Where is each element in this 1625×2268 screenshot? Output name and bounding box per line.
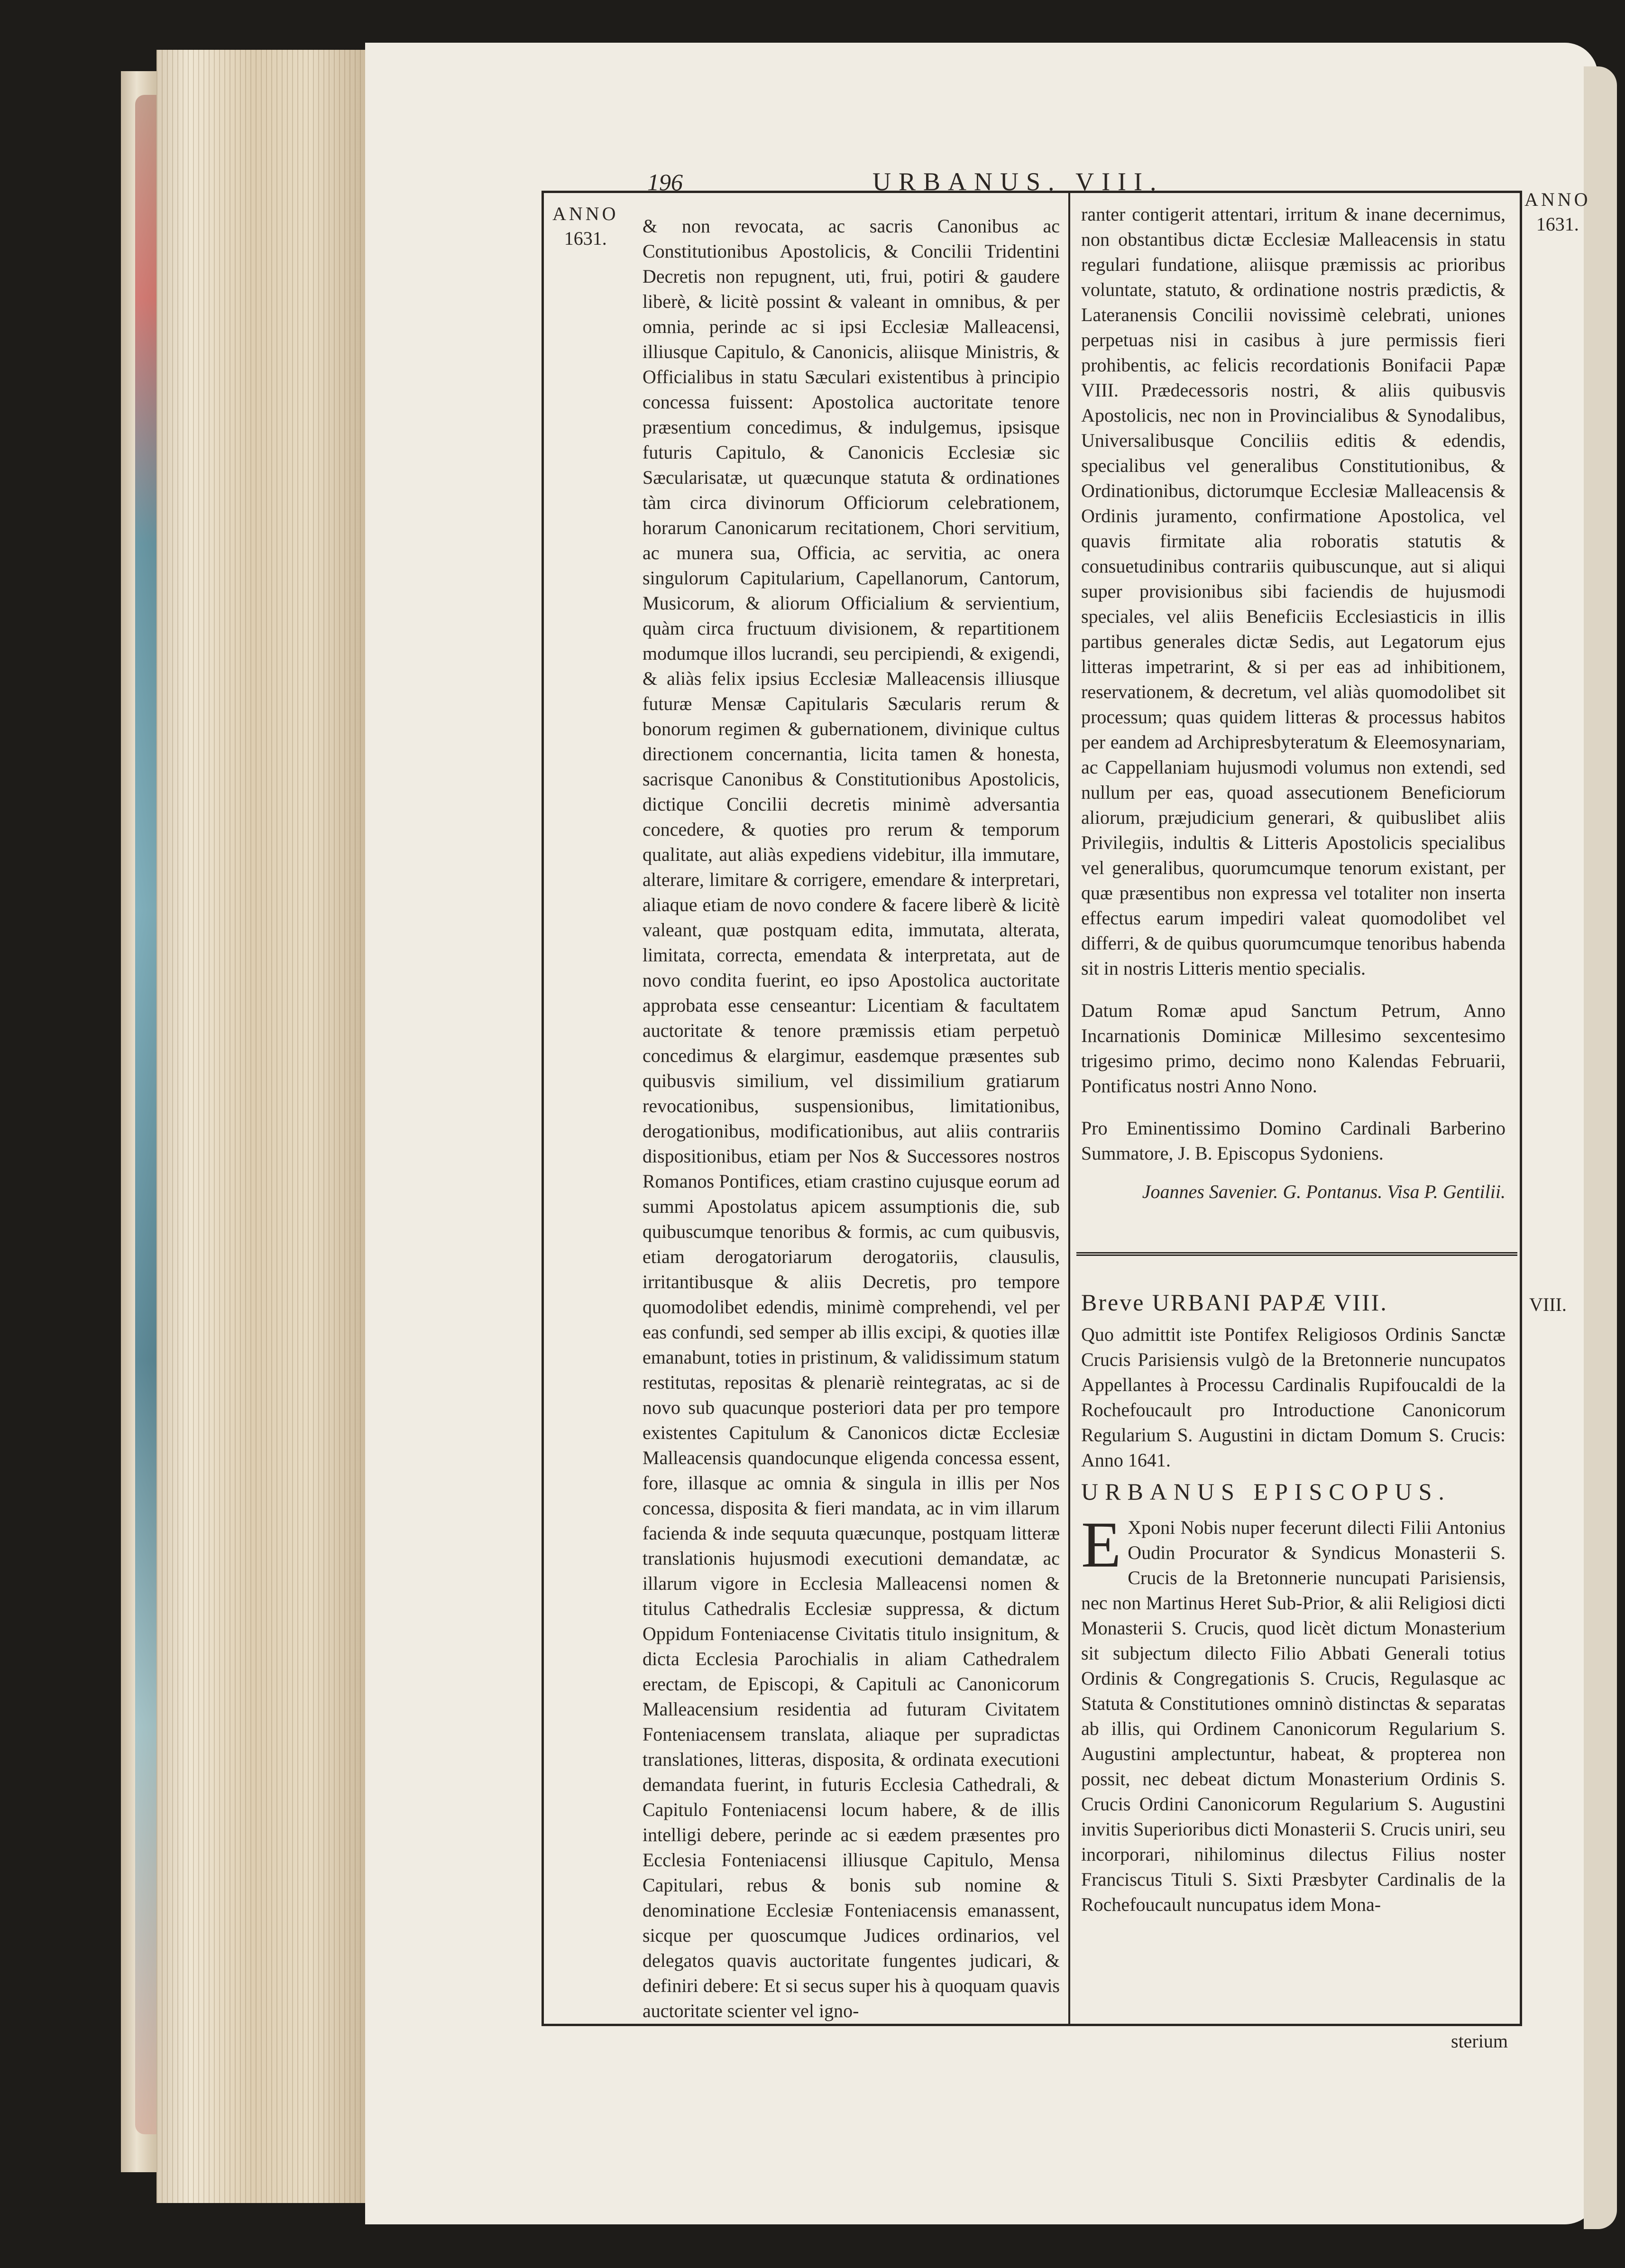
pro-paragraph: Pro Eminentissimo Domino Cardinali Barberino Summatore, J. B. Episcopus Sydoniens. bbox=[1081, 1117, 1506, 1164]
signatories: Joannes Savenier. G. Pontanus. Visa P. Gentilii. bbox=[1142, 1181, 1506, 1202]
year-label: 1631. bbox=[564, 228, 607, 249]
right-column bbox=[1081, 202, 1506, 1204]
drop-cap: E bbox=[1081, 1508, 1121, 1581]
right-column-text: ranter contigerit attentari, irritum & inane decernimus, non obstantibus dictæ Ecclesiæ Malleacensis in statu regulari fundatione, aliisque præmissis ac prioribus voluntate, statuto, & ordinatione nostris prædictis, & Lateranensis Concilii novissimè celebrati, uniones perpetuas nisi in casibus à jure permissis fieri prohibentis, ac felicis recordationis Bonifacii Papæ VIII. Prædecessoris nostri, & aliis quibusvis Apostolicis, nec non in Provincialibus & Synodalibus, Universalibusque Conciliis editis & edendis, specialibus vel generalibus Constitutionibus, & Ordinationibus, dictorumque Ecclesiæ Malleacensis & Ordinis juramento, confirmatione Apostolica, vel quavis firmitate alia roboratis statutis & consuetudinibus contrariis quibuscunque, aut si aliqui super provisionibus sibi faciendis de hujusmodi speciales, vel aliis Beneficiis Ecclesiasticis in illis partibus generales dictæ Sedis, aut Legatorum ejus litteras impetrarint, & si per eas ad inhibitionem, reservationem, & decretum, vel aliàs quomodolibet sit processum; quas quidem litteras & processus habitos per eandem ad Archipresbyteratum & Eleemosynariam, ac Cappellaniam hujusmodi volumus non extendi, sed nullum per eas, quoad assecutionem Beneficiorum aliorum, præjudicium generari, & quibuslibet aliis Privilegiis, indultis & Litteris Apostolicis specialibus vel generalibus, quorumcumque tenorum existant, per quæ præsentibus non expressa vel totaliter non inserta effectus earum impediri valeat quomodolibet vel differri, & de quibus quorumcumque tenoribus habenda sit in nostris Litteris mentio specialis. bbox=[1081, 203, 1506, 979]
left-column-text: & non revocata, ac sacris Canonibus ac Constitutionibus Apostolicis, & Concilii Tridentini Decretis non repugnent, uti, frui, potiri & gaudere liberè, & licitè possint & valeant in omnibus, & per omnia, perinde ac si ipsi Ecclesiæ Malleacensi, illiusque Capitulo, & Canonicis, aliisque Ministris, & Officialibus in statu Sæculari existentibus à principio concessa fuissent: Apostolica auctoritate tenore præsentium concedimus, & indulgemus, ipsisque futuris Capitulo, & Canonicis Ecclesiæ sic Sæcularisatæ, ut quæcunque statuta & ordinationes tàm circa divinorum Officiorum celebrationem, horarum Canonicarum recitationem, Chori servitium, ac munera sua, Officia, ac servitia, ac onera singulorum Capitularium, Capellanorum, Cantorum, Musicorum, & aliorum Officialium & servientium, quàm circa fructuum divisionem, & repartitionem modumque illos lucrandi, seu percipiendi, & exigendi, & aliàs felix ipsius Ecclesiæ Malleacensis illiusque futuræ Mensæ Capitularis Sæcularis rerum & bonorum regimen & gubernationem, divinique cultus directionem concernantia, licita tamen & honesta, sacrisque Canonibus & Constitutionibus Apostolicis, dictique Concilii decretis minimè adversantia concedere, & quoties pro rerum & temporum qualitate, aut aliàs expediens videbitur, illa immutare, alterare, limitare & corrigere, emendare & interpretari, aliaque etiam de novo condere & facere liberè & licitè valeant, quæ postquam edita, immutata, alterata, limitata, correcta, emendata & interpretata, aut de novo condita fuerint, eo ipso Apostolica auctoritate approbata esse censeantur: Licentiam & facultatem auctoritate & tenore præmissis etiam perpetuò concedimus & elargimur, easdemque præsentes sub quibusvis similium, vel dissimilium gratiarum revocationibus, suspensionibus, limitationibus, derogationibus, modificationibus, aut aliis contrariis dispositionibus, etiam per Nos & Successores nostros Romanos Pontifices, etiam crastino cujusque eorum ad summi Apostolatus apicem assumptionis die, sub quibuscumque tenoribus & formis, ac cum quibusvis, etiam derogatoriarum derogatoriis, clausulis, irritantibusque & aliis Decretis, pro tempore quomodolibet edendis, minimè comprehendi, vel per eas confundi, sed semper ab illis excipi, & quoties illæ emanabunt, toties in pristinum, & validissimum statum restitutas, repositas & plenariè reintegratas, ac si de novo sub quacunque posteriori data per pro tempore existentes Capitulum & Canonicos dictæ Ecclesiæ Malleacensis quandocunque eligenda concessa essent, fore, illasque ac omnia & singula in illis per Nos concessa, disposita & fieri mandata, ac in vim illarum facienda & inde sequuta quæcunque, postquam litteræ translationis hujusmodi executioni demandatæ, ac illarum vigore in Ecclesia Malleacensi nomen & titulus Cathedralis Ecclesiæ suppressa, & dictum Oppidum Fonteniacense Civitatis titulo insignitum, & dicta Ecclesia Parochialis in aliam Cathedralem erectam, de Episcopi, & Capituli ac Canonicorum Malleacensium residentia ad futuram Civitatem Fonteniacensem translata, aliaque per supradictas translationes, litteras, disposita, & ordinata executioni demandata fuerint, in futuris Ecclesia Cathedrali, & Capitulo Fonteniacensi locum habere, & de illis intelligi debere, perinde ac si eædem præsentes pro Ecclesia Fonteniacensi illiusque Capitulo, Mensa Capitulari, rebus & bonis sub nomine & denominatione Ecclesiæ Fonteniacensis emanassent, sicque per quoscumque Judices ordinarios, vel delegatos quavis auctoritate fungentes judicari, & definiri debere: Et si secus super his à quoquam quavis auctoritate scienter vel igno- bbox=[643, 215, 1060, 2021]
brief-heading: URBANUS EPISCOPUS. bbox=[1081, 1478, 1451, 1505]
catchword: sterium bbox=[1451, 2030, 1508, 2052]
brief-body bbox=[1081, 1508, 1506, 1917]
year-label: 1631. bbox=[1536, 213, 1579, 235]
anno-label: ANNO bbox=[1524, 189, 1591, 210]
column-rule bbox=[1068, 193, 1070, 2024]
next-page-edge bbox=[1584, 66, 1617, 2229]
brief-number: VIII. bbox=[1529, 1294, 1567, 1315]
brief-title: Breve URBANI PAPÆ VIII. bbox=[1081, 1289, 1388, 1316]
left-column bbox=[643, 213, 1060, 2023]
brief-body-text: Xponi Nobis nuper fecerunt dilecti Filii Antonius Oudin Procurator & Syndicus Monasterii S. Crucis de la Bretonnerie nuncupati Parisiensis, nec non Martinus Heret Sub-Prior, & alii Religiosi dicti Monasterii S. Crucis, quod licèt dictum Monasterium sit subjectum dilecto Filio Abbati Generali totius Ordinis & Congregationis S. Crucis, Regulasque ac Statuta & Constitutiones omninò distinctas & separatas ab illis, qui Ordinem Canonicorum Regularium S. Augustini amplectuntur, habeat, & propterea non possit, nec debeat dictum Monasterium Ordinis S. Crucis Ordini Canonicorum Regularium S. Augustini invitis Superioribus dicti Monasterii S. Crucis uniri, seu incorporari, nihilominus dilectus Filius noster Franciscus Tituli S. Sixti Præsbyter Cardinalis de la Rochefoucault nuncupatus idem Mona- bbox=[1081, 1517, 1506, 1915]
brief-section bbox=[1081, 1290, 1506, 1917]
datum-paragraph: Datum Romæ apud Sanctum Petrum, Anno Incarnationis Dominicæ Millesimo sexcentesimo trigesimo primo, decimo nono Kalendas Februarii, Pontificatus nostri Anno Nono. bbox=[1081, 1000, 1506, 1097]
page-block bbox=[156, 50, 375, 2203]
running-title: URBANUS. VIII. bbox=[872, 167, 1164, 196]
left-margin-year bbox=[552, 202, 619, 251]
right-margin-year bbox=[1524, 187, 1591, 237]
brief-subtitle: Quo admittit iste Pontifex Religiosos Ordinis Sanctæ Crucis Parisiensis vulgò de la Bretonnerie nuncupatos Appellantes à Processu Cardinalis Rupifoucaldi de la Rochefoucault pro Introductione Canonicorum Regularium S. Augustini in dictam Domum S. Crucis: Anno 1641. bbox=[1081, 1324, 1506, 1471]
page-number: 196 bbox=[647, 169, 683, 195]
anno-label: ANNO bbox=[552, 203, 619, 224]
section-divider bbox=[1076, 1252, 1517, 1256]
